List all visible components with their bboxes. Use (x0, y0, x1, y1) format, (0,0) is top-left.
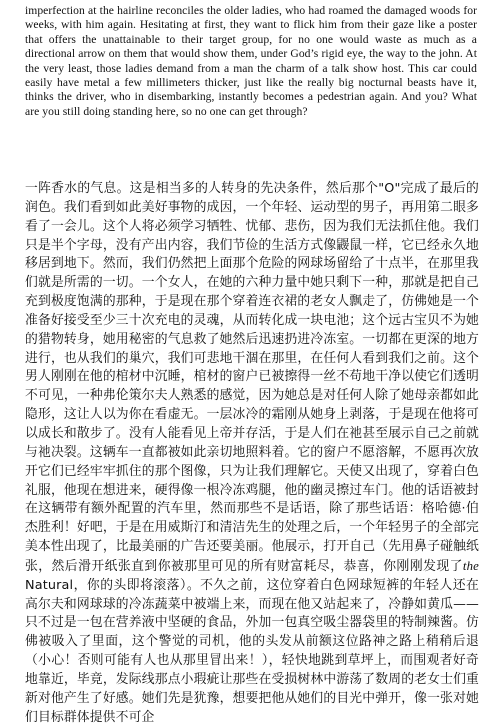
emphasis-word: the (462, 558, 479, 573)
chinese-paragraph-part1: 一阵香水的气息。这是相当多的人转身的先决条件，然后那个"O"完成了最后的润色。我们看到如此美好事物的成因，一个年轻、运动型的男子，再用第二眼多看了一会儿。这个人将必须学习牺牲、忧郁、悲伤，因为我们无法抓住他。我们只是半个字母，没有产出内容，我们节俭的生活方式像鼹鼠一样，它已经永久地移居到地下。然而，我们仍然把上面那个危险的网球场留给了十点半，在那里我们就是所需的一切。一个女人，在她的六种力量中她只剩下一种，那就是把自己充到极度饱满的那种，于是现在那个穿着连衣裙的老女人飘走了，仿佛她是一个准备好接受至少三十次充电的灵魂，从而转化成一块电池；这个远古宝贝不为她的猎物转身，她用秘密的气息救了她然后迅速扔进冷冻室。一切都在更深的地方进行，也从我们的巢穴，我们可悲地干涸在那里，在任何人看到我们之前。这个男人刚刚在他的棺材中沉睡，棺材的窗户已被擦得一丝不苟地干净以使它们透明不可见，一种弗伦策尔夫人熟悉的感觉，因为她总是对任何人除了她母亲都如此隐形，这让人以为你在看虚无。一层冰冷的霜刚从她身上剥落，于是现在他将可以成长和散步了。没有人能看见上帝并存活，于是人们在祂甚至展示自己之前就与祂决裂。这辆车一直都被如此亲切地照料着。它的窗户不愿溶解，不愿再次放开它们已经牢牢抓住的那个图像，只为让我们理解它。天使又出现了，穿着白色礼服，他现在想进来，硬得像一根冷冻鸡腿，他的幽灵擦过车门。他的话语被封在这辆带有额外配置的汽车里，然而那些不是话语，除了那些话语：格哈德·伯杰胜利！好吧，于是在用威斯汀和清洁先生的处理之后，一个年轻男子的全部完美本性出现了，比最美丽的广告还要美丽。他展示，打开自己（先用鼻子碰触纸张，然后滑开纸张直到你被那里可见的所有财富耗尽，恭喜，你刚刚发现了 (25, 181, 479, 574)
chinese-paragraph (25, 180, 479, 727)
english-paragraph: imperfection at the hairline reconciles the older ladies, who had roamed the damaged woods for weeks, with him again. Hesitating at first, they want to flick him from their gaze like a poster that offers the unattainable to their target group, for no one would waste as much as a directional arrow on them that would show them, under God’s rigid eye, the way to the john. At the very least, those ladies demand from a man the charm of a talk show host. This car could easily have metal a few millimeters thicker, just like the really big nocturnal beasts have it, thinks the driver, who in disembarking, instantly becomes a pedestrian again. And you? What are you still doing standing here, so no one can get through? (25, 4, 477, 118)
chinese-paragraph-part2: Natural，你的头即将滚落）。不久之前，这位穿着白色网球短裤的年轻人还在高尔夫和网球球的冷冻蔬菜中被端上来，而现在他又站起来了，冷静如黄瓜——只不过是一包在营养液中坚硬的食品，外加一包真空吸尘器袋里的特制辣酱。仿佛被吸入了里面，这个警觉的司机，他的头发从前额这位路神之路上稍稍后退（小心！否则可能有人也从那里冒出来！），轻快地跳到草坪上，而围观者好奇地靠近，毕竟，发际线那点小瑕疵让那些在受损树林中游荡了数周的老女士们重新对他产生了好感。她们先是犹豫，想要把他从她们的目光中弹开，像一张对她们目标群体提供不可企 (25, 577, 479, 725)
